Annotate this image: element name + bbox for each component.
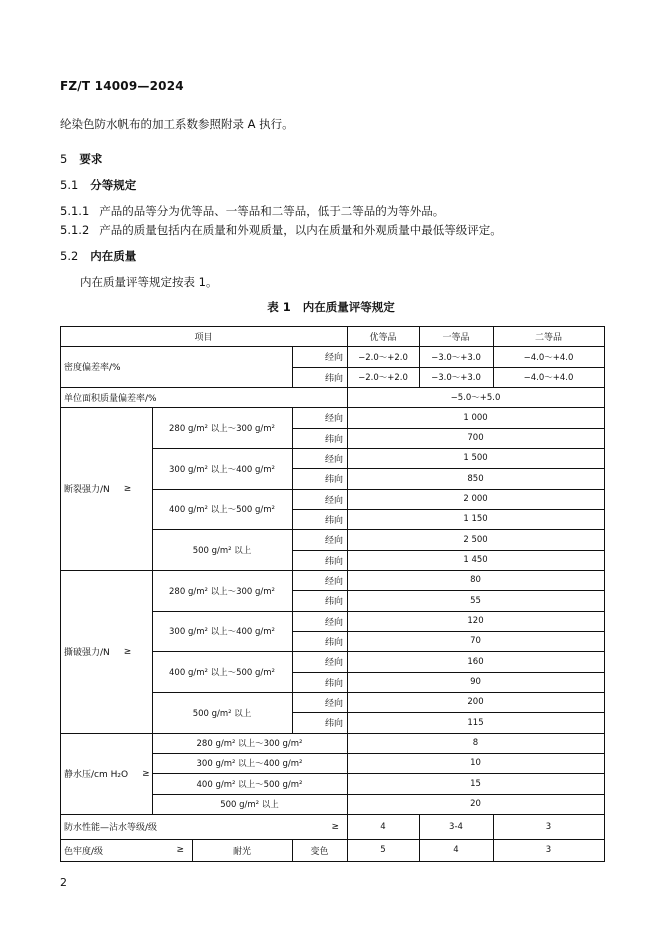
ge-symbol: ≥	[142, 768, 150, 779]
section-title: 要求	[79, 152, 103, 166]
tearing-value: 55	[470, 595, 481, 606]
header-superior: 优等品	[369, 332, 397, 343]
clause-text: 产品的质量包括内在质量和外观质量，以内在质量和外观质量中最低等级评定。	[99, 223, 502, 237]
mass-label: 单位面积质量偏差率/%	[64, 393, 157, 404]
ge-symbol: ≥	[176, 845, 184, 855]
hydro-value: 10	[470, 758, 481, 768]
tearing-weft-label: 纬向	[324, 597, 343, 607]
ge-symbol: ≥	[331, 821, 339, 832]
header-item: 项目	[194, 332, 213, 343]
tearing-value: 200	[467, 697, 484, 707]
breaking-warp-label: 经向	[324, 536, 343, 546]
breaking-weight-1: 280 g/m² 以上～300 g/m²	[169, 423, 275, 434]
tearing-warp-label: 经向	[324, 658, 343, 668]
hydro-value: 8	[472, 738, 479, 748]
hydro-label	[60, 733, 152, 814]
page-number: 2	[60, 876, 67, 889]
breaking-weight-3: 400 g/m² 以上～500 g/m²	[169, 505, 275, 515]
table-caption-label: 表 1	[267, 300, 291, 314]
header-second: 二等品	[534, 332, 562, 343]
density-weft-first: −3.0～+3.0	[431, 373, 481, 383]
ge-symbol: ≥	[123, 646, 132, 657]
hydro-weight-4: 500 g/m² 以上	[220, 800, 279, 810]
intro-paragraph: 纶染色防水帆布的加工系数参照附录 A 执行。	[60, 117, 294, 131]
tearing-weft-label: 纬向	[324, 719, 343, 729]
hydro-weight-2: 300 g/m² 以上～400 g/m²	[196, 759, 303, 769]
clause-number: 5.1.2	[60, 223, 90, 237]
color-light-label: 耐光	[232, 846, 251, 857]
tearing-warp-label: 经向	[324, 576, 343, 587]
hydro-weight-3: 400 g/m² 以上～500 g/m²	[196, 779, 303, 790]
breaking-value: 2 500	[463, 534, 488, 545]
breaking-weft-label: 纬向	[324, 515, 343, 526]
row-label: 防水性能—沾水等级/级	[64, 823, 158, 833]
breaking-value: 1 150	[463, 514, 488, 524]
density-warp-second: −4.0～+4.0	[523, 352, 574, 363]
breaking-value: 1 450	[463, 555, 488, 565]
tearing-weight-4: 500 g/m² 以上	[192, 708, 252, 719]
density-weft-label: 纬向	[324, 373, 343, 384]
section-5-1-heading	[60, 177, 136, 193]
density-label: 密度偏差率/%	[64, 363, 121, 373]
color-second: 3	[545, 845, 552, 855]
clause-number: 5.1.1	[60, 204, 90, 218]
color-label	[60, 839, 192, 861]
breaking-weft-label: 纬向	[324, 434, 343, 445]
tearing-value: 90	[470, 677, 481, 687]
water-second: 3	[545, 821, 552, 832]
tearing-warp-label: 经向	[324, 617, 343, 628]
section-number: 5	[60, 152, 68, 166]
breaking-warp-label: 经向	[324, 495, 343, 506]
breaking-weft-label: 纬向	[324, 475, 343, 485]
tearing-warp-label: 经向	[324, 698, 343, 709]
tearing-value: 120	[467, 616, 484, 626]
breaking-warp-label: 经向	[324, 454, 343, 465]
breaking-value: 700	[467, 433, 484, 443]
section-number: 5.1	[60, 178, 79, 192]
color-change-label: 变色	[310, 846, 329, 857]
row-label: 撕破强力/N	[64, 648, 110, 658]
color-first: 4	[453, 845, 459, 855]
density-warp-label: 经向	[324, 353, 343, 363]
section-title: 内在质量	[90, 249, 137, 263]
breaking-weight-4: 500 g/m² 以上	[192, 545, 252, 556]
row-label: 静水压/cm H₂O	[64, 770, 129, 780]
tearing-label	[60, 570, 152, 733]
quality-table	[60, 326, 604, 861]
table-rule-h	[60, 861, 605, 862]
clause-5-1-2	[60, 222, 502, 238]
tearing-weight-2: 300 g/m² 以上～400 g/m²	[169, 627, 275, 637]
breaking-label	[60, 407, 152, 570]
clause-5-1-1	[60, 203, 444, 219]
row-label: 断裂强力/N	[64, 485, 110, 495]
tearing-weight-1: 280 g/m² 以上～300 g/m²	[169, 586, 275, 597]
color-superior: 5	[380, 845, 386, 855]
table-caption-title: 内在质量评等规定	[302, 300, 395, 314]
breaking-value: 850	[467, 473, 484, 484]
clause-text: 产品的品等分为优等品、一等品和二等品，低于二等品的为等外品。	[99, 204, 445, 218]
breaking-weft-label: 纬向	[324, 556, 343, 567]
water-first: 3-4	[449, 821, 463, 832]
breaking-warp-label: 经向	[324, 414, 343, 424]
hydro-value: 15	[470, 778, 481, 789]
breaking-weight-2: 300 g/m² 以上～400 g/m²	[169, 464, 275, 475]
table-caption	[0, 299, 662, 315]
ge-symbol: ≥	[123, 483, 132, 494]
tearing-weft-label: 纬向	[324, 678, 343, 689]
tearing-weight-3: 400 g/m² 以上～500 g/m²	[169, 667, 275, 678]
density-weft-second: −4.0～+4.0	[523, 373, 574, 383]
breaking-value: 1 500	[463, 453, 488, 463]
density-weft-superior: −2.0～+2.0	[358, 373, 408, 383]
breaking-value: 1 000	[463, 412, 488, 423]
row-label: 色牢度/级	[64, 846, 104, 857]
section-5-heading	[60, 151, 102, 167]
header-first: 一等品	[442, 332, 470, 343]
water-label	[60, 814, 347, 839]
mass-value: −5.0～+5.0	[450, 393, 501, 403]
section-5-2-text: 内在质量评等规定按表 1。	[80, 275, 218, 289]
section-title: 分等规定	[90, 178, 137, 192]
breaking-value: 2 000	[463, 494, 488, 504]
standard-code: FZ/T 14009—2024	[60, 79, 184, 93]
density-warp-superior: −2.0～+2.0	[358, 352, 408, 363]
section-5-2-heading	[60, 248, 136, 264]
tearing-value: 160	[467, 656, 484, 667]
hydro-weight-1: 280 g/m² 以上～300 g/m²	[196, 739, 303, 749]
section-number: 5.2	[60, 249, 79, 263]
hydro-value: 20	[470, 799, 481, 809]
water-superior: 4	[380, 821, 386, 832]
tearing-value: 70	[470, 636, 481, 646]
tearing-value: 115	[467, 717, 484, 728]
tearing-value: 80	[470, 575, 481, 585]
density-warp-first: −3.0～+3.0	[431, 352, 481, 363]
tearing-weft-label: 纬向	[324, 637, 343, 648]
